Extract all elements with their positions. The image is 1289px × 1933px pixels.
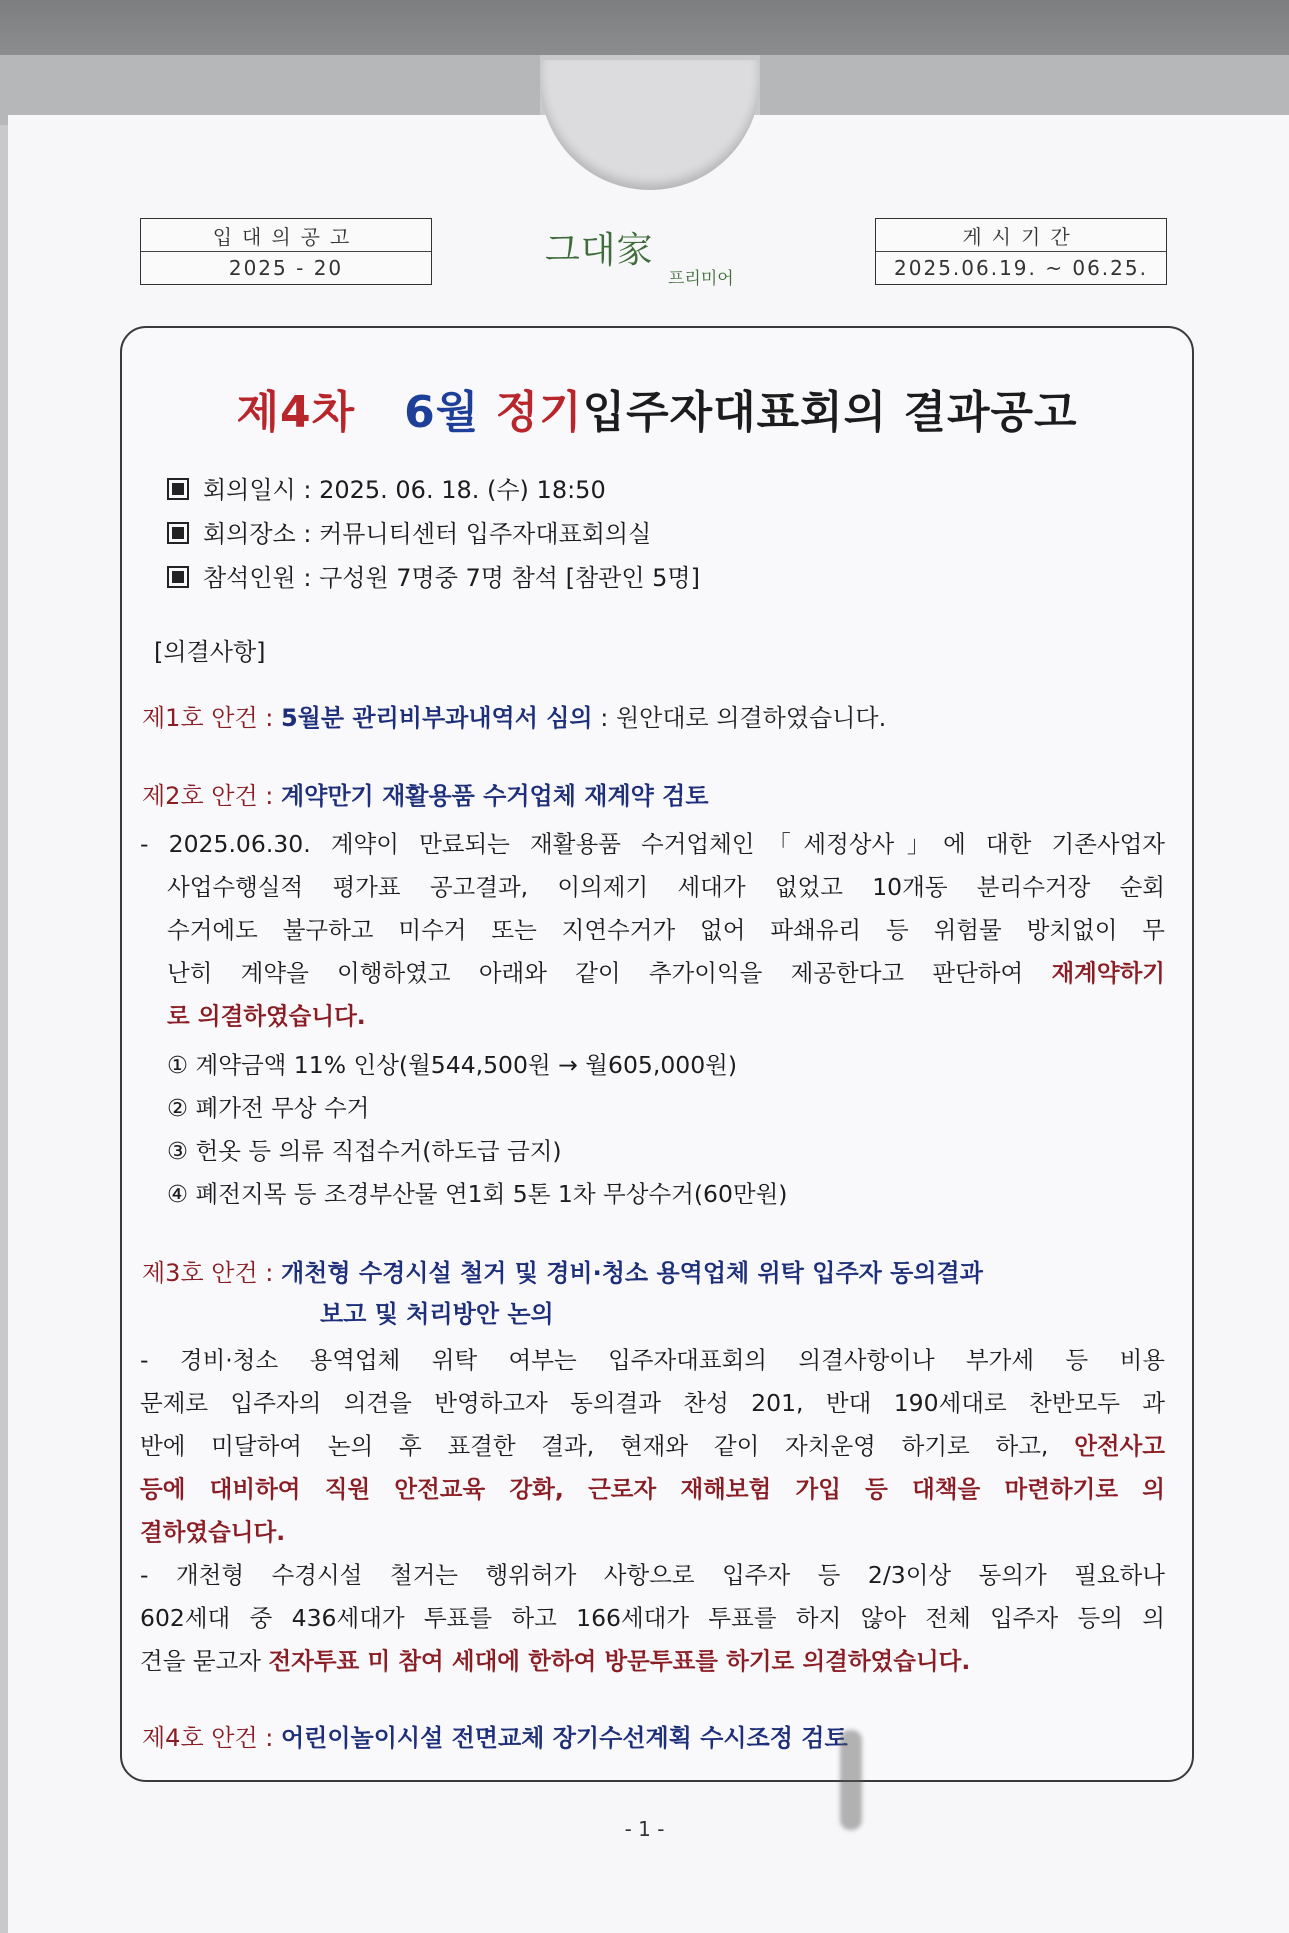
agenda-1-title: 5월분 관리비부과내역서 심의	[280, 704, 593, 732]
agenda-3	[142, 1253, 983, 1288]
posting-period-label: 게시기간	[962, 224, 1080, 249]
notice-number-box	[140, 218, 432, 285]
logo-main-text: 그대家	[545, 230, 654, 271]
agenda-2-item-2: ② 폐가전 무상 수거	[167, 1094, 370, 1122]
agenda-3-p1-line-4	[140, 1468, 1165, 1511]
notice-type-label: 입대의공고	[212, 224, 360, 249]
meeting-attendees	[167, 558, 700, 593]
agenda-3-label: 제3호 안건 :	[142, 1259, 281, 1287]
agenda-3-p1-highlight-b: 등에 대비하여 직원 안전교육 강화, 근로자 재해보험 가입 등 대책을 마련하기로 의	[140, 1475, 1165, 1503]
agenda-2-line-3: 수거에도 불구하고 미수거 또는 지연수거가 없어 파쇄유리 등 위험물 방치없이 무	[167, 916, 1165, 944]
agenda-2-title: 계약만기 재활용품 수거업체 재계약 검토	[280, 782, 709, 810]
notice-number: 2025 - 20	[141, 251, 431, 284]
meeting-datetime	[167, 470, 606, 505]
title-main: 입주자대표회의 결과공고	[582, 387, 1078, 438]
agenda-2-line-1: - 2025.06.30. 계약이 만료되는 재활용품 수거업체인「세정상사」에 대한 기존사업자	[140, 830, 1165, 858]
agenda-1-sep: :	[592, 704, 616, 732]
logo-sub-text: 프리미어	[668, 269, 734, 289]
agenda-2-item-4: ④ 폐전지목 등 조경부산물 연1회 5톤 1차 무상수거(60만원)	[167, 1180, 788, 1208]
page-title	[122, 376, 1192, 440]
agenda-2-highlight-a: 재계약하기	[1051, 959, 1165, 987]
agenda-2-label: 제2호 안건 :	[142, 782, 281, 810]
agenda-3-p1-line-3-text: 반에 미달하여 논의 후 표결한 결과, 현재와 같이 자치운영 하기로 하고,	[140, 1432, 1075, 1460]
posting-period: 2025.06.19. ~ 06.25.	[876, 251, 1166, 284]
title-round: 제4차	[236, 387, 356, 438]
agenda-1-label: 제1호 안건 :	[142, 704, 281, 732]
resolutions-heading: [의결사항]	[154, 638, 266, 666]
agenda-3-p2-line-3-text: 견을 묻고자	[140, 1647, 269, 1675]
agenda-3-p1-line-1: - 경비·청소 용역업체 위탁 여부는 입주자대표회의 의결사항이나 부가세 등 비용	[140, 1346, 1165, 1374]
agenda-2-item-3: ③ 헌옷 등 의류 직접수거(하도급 금지)	[167, 1137, 562, 1165]
agenda-2-line-2: 사업수행실적 평가표 공고결과, 이의제기 세대가 없었고 10개동 분리수거장 순회	[167, 873, 1165, 901]
agenda-2-line-4	[167, 952, 1165, 995]
agenda-3-title-cont	[320, 1294, 554, 1329]
title-regular: 정기	[495, 387, 583, 438]
agenda-2-line-4-text: 난히 계약을 이행하였고 아래와 같이 추가이익을 제공한다고 판단하여	[167, 959, 1052, 987]
agenda-2-highlight-b: 로 의결하였습니다.	[167, 1002, 366, 1030]
meeting-place	[167, 514, 651, 549]
notice-panel	[120, 326, 1194, 1782]
agenda-3-p2-line-3	[140, 1640, 1165, 1683]
agenda-1-result: 원안대로 의결하였습니다.	[615, 704, 887, 732]
apartment-logo	[540, 218, 760, 288]
agenda-3-p1-line-3	[140, 1425, 1165, 1468]
title-month: 6월	[404, 387, 480, 438]
agenda-1	[142, 698, 886, 733]
agenda-2	[142, 776, 709, 811]
agenda-3-title-line-2: 보고 및 처리방안 논의	[320, 1300, 554, 1328]
bullet-square-icon	[167, 478, 189, 500]
bullet-square-icon	[167, 566, 189, 588]
meeting-attendees-text: 참석인원 : 구성원 7명중 7명 참석 [참관인 5명]	[203, 564, 700, 592]
tape-smudge	[840, 1730, 862, 1830]
bullet-square-icon	[167, 522, 189, 544]
agenda-2-line-5	[167, 995, 1165, 1038]
agenda-3-p1-line-5	[140, 1511, 1165, 1554]
agenda-4	[142, 1718, 848, 1753]
agenda-2-item-1: ① 계약금액 11% 인상(월544,500원 → 월605,000원)	[167, 1051, 738, 1079]
agenda-4-label: 제4호 안건 :	[142, 1724, 281, 1752]
agenda-4-title: 어린이놀이시설 전면교체 장기수선계획 수시조정 검토	[280, 1724, 848, 1752]
posting-period-box	[875, 218, 1167, 285]
agenda-3-p2-line-2: 602세대 중 436세대가 투표를 하고 166세대가 투표를 하지 않아 전체 입주자 등의 의	[140, 1604, 1165, 1632]
meeting-datetime-text: 회의일시 : 2025. 06. 18. (수) 18:50	[203, 476, 606, 504]
meeting-place-text: 회의장소 : 커뮤니티센터 입주자대표회의실	[203, 520, 652, 548]
agenda-3-p1-highlight-a: 안전사고	[1074, 1432, 1165, 1460]
agenda-3-title-line-1: 개천형 수경시설 철거 및 경비·청소 용역업체 위탁 입주자 동의결과	[280, 1259, 983, 1287]
agenda-3-p2-line-1: - 개천형 수경시설 철거는 행위허가 사항으로 입주자 등 2/3이상 동의가 필요하나	[140, 1561, 1165, 1589]
agenda-3-p2-highlight: 전자투표 미 참여 세대에 한하여 방문투표를 하기로 의결하였습니다.	[268, 1647, 971, 1675]
agenda-3-p1-line-2: 문제로 입주자의 의견을 반영하고자 동의결과 찬성 201, 반대 190세대로 찬반모두 과	[140, 1389, 1165, 1417]
agenda-3-p1-highlight-c: 결하였습니다.	[140, 1518, 286, 1546]
page-number: - 1 -	[624, 1817, 665, 1841]
